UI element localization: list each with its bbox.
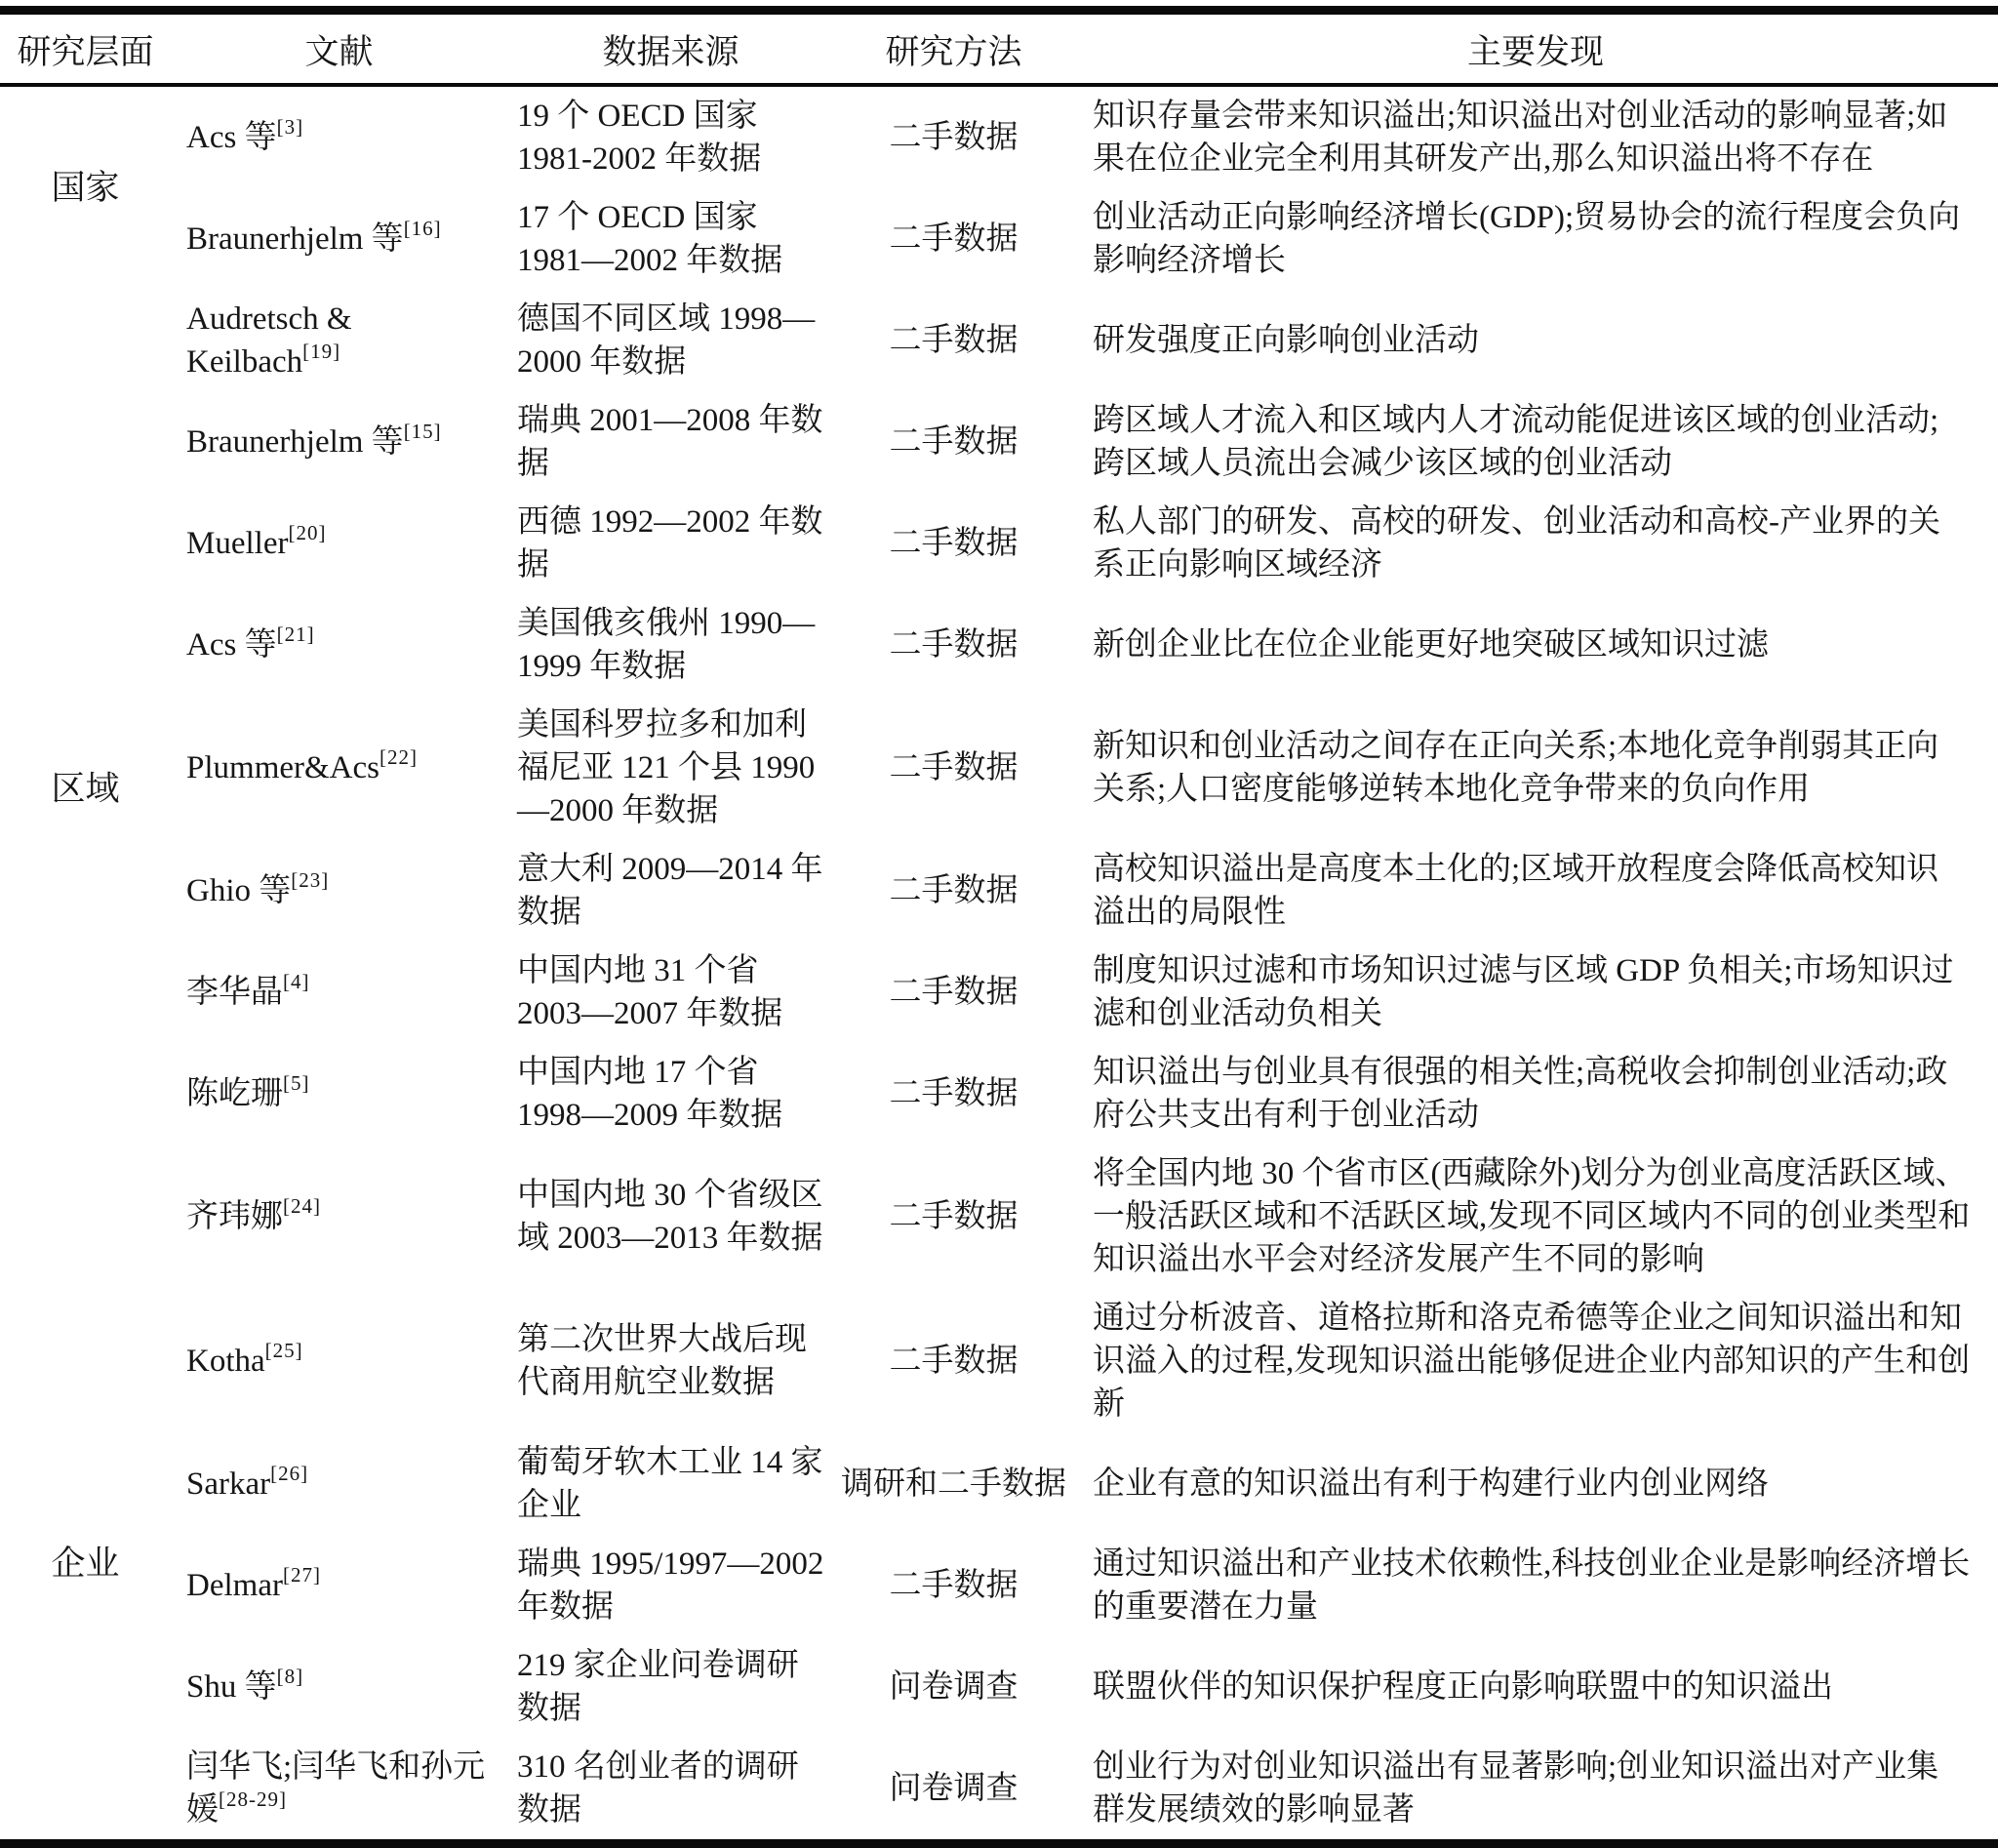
method-cell: 二手数据	[889, 1199, 1019, 1234]
column-header-literature: 文献	[171, 11, 507, 86]
table-row	[0, 1289, 1998, 1433]
method-cell: 二手数据	[889, 221, 1019, 257]
citation-superscript: [25]	[264, 1339, 303, 1362]
table-row	[0, 1636, 1998, 1738]
method-cell: 二手数据	[889, 1568, 1019, 1603]
data-source-cell: 西德 1992—2002 年数据	[517, 504, 823, 583]
data-source-cell: 美国科罗拉多和加利福尼亚 121 个县 1990—2000 年数据	[517, 707, 816, 828]
method-cell: 二手数据	[889, 424, 1019, 460]
table-row	[0, 1535, 1998, 1636]
citation-name: Plummer&Acs	[186, 750, 380, 785]
finding-cell: 知识存量会带来知识溢出;知识溢出对创业活动的影响显著;如果在位企业完全利用其研发产出,那么知识溢出将不存在	[1093, 99, 1948, 177]
data-source-cell: 中国内地 30 个省级区域 2003—2013 年数据	[517, 1178, 823, 1256]
table-row	[0, 493, 1998, 594]
finding-cell: 新创企业比在位企业能更好地突破区域知识过滤	[1093, 627, 1769, 663]
method-cell: 问卷调查	[889, 1771, 1019, 1806]
citation-superscript: [4]	[283, 970, 310, 993]
citation-superscript: [15]	[403, 420, 442, 443]
citation-name: Kotha	[186, 1344, 265, 1379]
citation-cell	[171, 188, 507, 290]
table-row	[0, 1043, 1998, 1145]
citation-name: Braunerhjelm 等	[186, 424, 404, 460]
citation-name: 李华晶	[186, 975, 283, 1010]
data-source-cell: 219 家企业问卷调研数据	[517, 1648, 799, 1726]
finding-cell: 通过分析波音、道格拉斯和洛克希德等企业之间知识溢出和知识溢入的过程,发现知识溢出能够促进企业内部知识的产生和创新	[1093, 1301, 1971, 1422]
citation-cell	[171, 840, 507, 942]
table-row	[0, 391, 1998, 493]
finding-cell: 联盟伙伴的知识保护程度正向影响联盟中的知识溢出	[1093, 1669, 1833, 1705]
finding-cell: 私人部门的研发、高校的研发、创业活动和高校-产业界的关系正向影响区域经济	[1093, 504, 1940, 583]
citation-superscript: [24]	[283, 1194, 321, 1218]
column-header-method: 研究方法	[834, 11, 1073, 86]
method-cell: 调研和二手数据	[841, 1466, 1066, 1502]
citation-superscript: [5]	[283, 1071, 310, 1095]
table-row	[0, 1738, 1998, 1844]
citation-cell	[171, 942, 507, 1043]
data-source-cell: 瑞典 2001—2008 年数据	[517, 403, 823, 481]
data-source-cell: 19 个 OECD 国家 1981-2002 年数据	[517, 99, 762, 177]
citation-name: Acs 等	[186, 627, 277, 663]
citation-name: Acs 等	[186, 120, 277, 155]
citation-cell	[171, 696, 507, 840]
citation-superscript: [28-29]	[219, 1788, 287, 1811]
method-cell: 二手数据	[889, 1076, 1019, 1111]
citation-superscript: [26]	[270, 1462, 309, 1485]
table-header-row	[0, 11, 1998, 86]
group-label-country: 国家	[51, 169, 120, 207]
method-cell: 二手数据	[889, 975, 1019, 1010]
data-source-cell: 葡萄牙软木工业 14 家企业	[517, 1445, 823, 1523]
citation-cell	[171, 1636, 507, 1738]
finding-cell: 创业行为对创业知识溢出有显著影响;创业知识溢出对产业集群发展绩效的影响显著	[1093, 1749, 1939, 1828]
table-row	[0, 85, 1998, 188]
method-cell: 二手数据	[889, 1344, 1019, 1379]
method-cell: 二手数据	[889, 526, 1019, 561]
literature-review-table	[0, 6, 1998, 1848]
citation-name: Shu 等	[186, 1669, 277, 1705]
citation-superscript: [22]	[379, 745, 418, 769]
data-source-cell: 中国内地 31 个省 2003—2007 年数据	[517, 953, 783, 1031]
method-cell: 二手数据	[889, 750, 1019, 785]
citation-superscript: [3]	[276, 115, 304, 139]
finding-cell: 新知识和创业活动之间存在正向关系;本地化竞争削弱其正向关系;人口密度能够逆转本地化竞争带来的负向作用	[1093, 729, 1939, 807]
table-row	[0, 840, 1998, 942]
method-cell: 二手数据	[889, 873, 1019, 908]
citation-superscript: [20]	[288, 521, 327, 544]
method-cell: 二手数据	[889, 627, 1019, 663]
table-row	[0, 696, 1998, 840]
citation-name: 陈屹珊	[186, 1076, 283, 1111]
method-cell: 二手数据	[889, 120, 1019, 155]
data-source-cell: 美国俄亥俄州 1990—1999 年数据	[517, 606, 816, 684]
table-row	[0, 594, 1998, 696]
data-source-cell: 德国不同区域 1998—2000 年数据	[517, 301, 816, 380]
citation-cell	[171, 290, 507, 391]
citation-superscript: [21]	[276, 623, 315, 646]
citation-name: Braunerhjelm 等	[186, 221, 404, 257]
citation-name: Sarkar	[186, 1466, 271, 1502]
table-row	[0, 1145, 1998, 1289]
data-source-cell: 第二次世界大战后现代商用航空业数据	[517, 1322, 807, 1400]
group-label-region: 区域	[51, 770, 120, 808]
citation-cell	[171, 1043, 507, 1145]
citation-name: Audretsch & Keilbach	[186, 301, 352, 380]
column-header-research-level: 研究层面	[0, 11, 171, 86]
group-label-enterprise: 企业	[51, 1545, 120, 1583]
citation-cell	[171, 1145, 507, 1289]
citation-cell	[171, 391, 507, 493]
data-source-cell: 意大利 2009—2014 年数据	[517, 852, 823, 930]
citation-cell	[171, 85, 507, 188]
citation-cell	[171, 1738, 507, 1844]
table-row	[0, 188, 1998, 290]
finding-cell: 通过知识溢出和产业技术依赖性,科技创业企业是影响经济增长的重要潜在力量	[1093, 1547, 1971, 1625]
method-cell: 二手数据	[889, 323, 1019, 358]
citation-name: 齐玮娜	[186, 1199, 283, 1234]
finding-cell: 研发强度正向影响创业活动	[1093, 323, 1479, 358]
citation-cell	[171, 493, 507, 594]
citation-superscript: [19]	[302, 340, 341, 363]
citation-name: Delmar	[186, 1568, 283, 1603]
citation-superscript: [16]	[403, 217, 442, 240]
column-header-data-source: 数据来源	[507, 11, 834, 86]
finding-cell: 高校知识溢出是高度本土化的;区域开放程度会降低高校知识溢出的局限性	[1093, 852, 1939, 930]
citation-cell	[171, 1433, 507, 1535]
finding-cell: 跨区域人才流入和区域内人才流动能促进该区域的创业活动;跨区域人员流出会减少该区域的创业活动	[1093, 403, 1939, 481]
citation-superscript: [27]	[282, 1563, 321, 1587]
citation-cell	[171, 1289, 507, 1433]
citation-name: Ghio 等	[186, 873, 292, 908]
finding-cell: 创业活动正向影响经济增长(GDP);贸易协会的流行程度会负向影响经济增长	[1093, 200, 1961, 278]
data-source-cell: 17 个 OECD 国家 1981—2002 年数据	[517, 200, 783, 278]
column-header-findings: 主要发现	[1073, 11, 1998, 86]
method-cell: 问卷调查	[889, 1669, 1019, 1705]
data-source-cell: 310 名创业者的调研数据	[517, 1749, 799, 1828]
data-source-cell: 瑞典 1995/1997—2002 年数据	[517, 1547, 824, 1625]
data-source-cell: 中国内地 17 个省 1998—2009 年数据	[517, 1055, 783, 1133]
citation-superscript: [23]	[291, 868, 330, 892]
citation-cell	[171, 594, 507, 696]
finding-cell: 制度知识过滤和市场知识过滤与区域 GDP 负相关;市场知识过滤和创业活动负相关	[1093, 953, 1954, 1031]
table-row	[0, 1433, 1998, 1535]
citation-name: Mueller	[186, 526, 289, 561]
finding-cell: 将全国内地 30 个省市区(西藏除外)划分为创业高度活跃区域、一般活跃区域和不活跃区域,发现不同区域内不同的创业类型和知识溢出水平会对经济发展产生不同的影响	[1093, 1156, 1971, 1277]
citation-superscript: [8]	[276, 1665, 304, 1688]
finding-cell: 企业有意的知识溢出有利于构建行业内创业网络	[1093, 1466, 1769, 1502]
table-row	[0, 290, 1998, 391]
table-row	[0, 942, 1998, 1043]
finding-cell: 知识溢出与创业具有很强的相关性;高税收会抑制创业活动;政府公共支出有利于创业活动	[1093, 1055, 1948, 1133]
citation-name: 闫华飞;闫华飞和孙元媛	[186, 1749, 486, 1828]
citation-cell	[171, 1535, 507, 1636]
